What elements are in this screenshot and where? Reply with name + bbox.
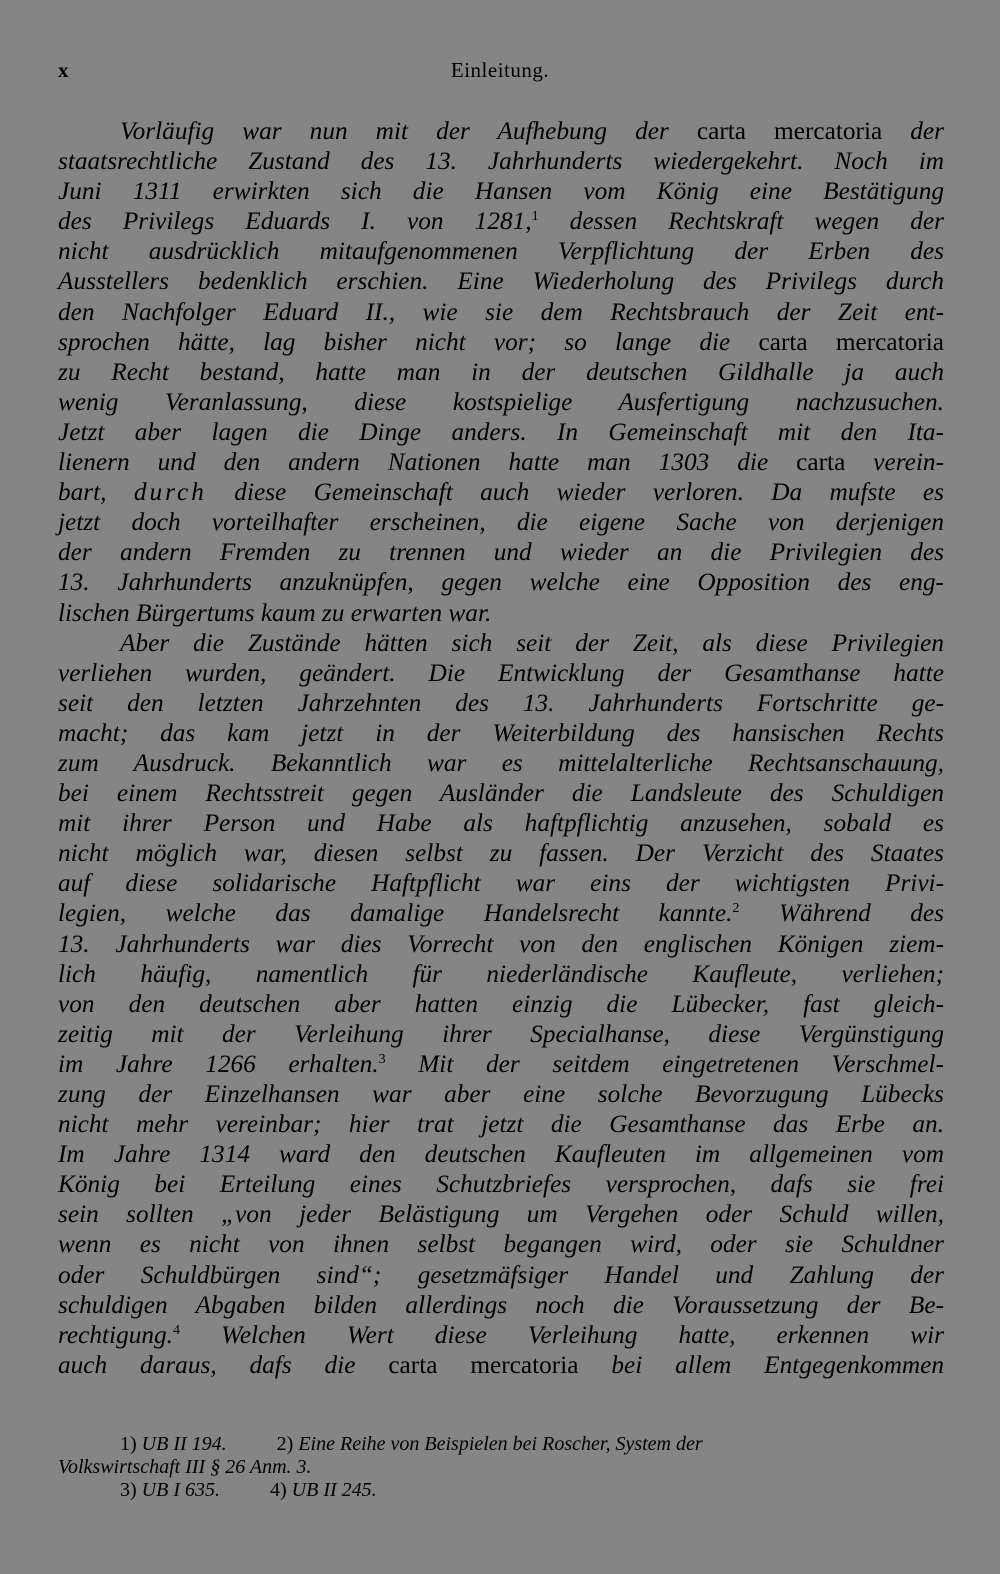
footnote-text: UB I 635. — [141, 1479, 220, 1501]
text-line: wenn es nicht von ihnen selbst begangen wird, oder sie Schuldner — [58, 1230, 944, 1259]
text-line: macht; das kam jetzt in der Weiterbildung des hansischen Rechts — [58, 718, 944, 747]
text-line: auf diese solidarische Haftpflicht war eins der wichtigsten Privi- — [58, 869, 944, 898]
text-line: oder Schuldbürgen sind“; gesetzmäfsiger Handel und Zahlung der — [58, 1260, 944, 1289]
text-line: bart, durch diese Gemeinschaft auch wieder verloren. Da mufste es — [58, 478, 944, 507]
text-line: sein sollten „von jeder Belästigung um Vergehen oder Schuld willen, — [58, 1200, 944, 1229]
footnote-text: UB II 194. — [141, 1433, 227, 1455]
footnote-ref: 3 — [378, 1051, 386, 1067]
footnote-number: 1) — [120, 1433, 137, 1455]
running-title: Einleitung. — [450, 58, 550, 82]
text-line: lienern und den andern Nationen hatte man 1303 die carta verein- — [58, 448, 945, 477]
text-line: lischen Bürgertums kaum zu erwarten war. — [58, 598, 492, 627]
text-line: bei einem Rechtsstreit gegen Ausländer die Landsleute des Schuldigen — [58, 779, 944, 808]
text-line: von den deutschen aber hatten einzig die Lübecker, fast gleich- — [58, 989, 944, 1018]
footnote-text: Eine Reihe von Beispielen bei Roscher, System der — [298, 1433, 703, 1455]
footnote-ref: 2 — [732, 901, 740, 917]
text-line: seit den letzten Jahrzehnten des 13. Jahrhunderts Fortschritte ge- — [58, 688, 944, 717]
text-line: lich häufig, namentlich für niederländische Kaufleute, verliehen; — [58, 959, 944, 988]
text-line: zu Recht bestand, hatte man in der deutschen Gildhalle ja auch — [58, 357, 944, 386]
text-line: Jetzt aber lagen die Dinge anders. In Gemeinschaft mit den Ita- — [58, 417, 944, 446]
text-line: des Privilegs Eduards I. von 1281,$^1$ dessen Rechtskraft wegen der — [58, 207, 944, 236]
text-line: zum Ausdruck. Bekanntlich war es mittelalterliche Rechtsanschauung, — [58, 748, 944, 777]
text-line: schuldigen Abgaben bilden allerdings noch die Voraussetzung der Be- — [58, 1290, 944, 1319]
text-line: legien, welche das damalige Handelsrecht kannte.$^2$ Während des — [58, 899, 945, 928]
text-line: nicht möglich war, diesen selbst zu fassen. Der Verzicht des Staates — [58, 839, 944, 868]
footnote-number: 2) — [276, 1433, 294, 1455]
text-line: jetzt doch vorteilhafter erscheinen, die eigene Sache von derjenigen — [58, 508, 944, 537]
text-line: Im Jahre 1314 ward den deutschen Kaufleuten im allgemeinen vom — [58, 1140, 944, 1169]
text-line: mit ihrer Person und Habe als haftpflichtig anzusehen, sobald es — [58, 809, 944, 838]
text-line: Ausstellers bedenklich erschien. Eine Wiederholung des Privilegs durch — [58, 267, 944, 296]
text-line: im Jahre 1266 erhalten.$^3$ Mit der seitdem eingetretenen Verschmel- — [58, 1049, 944, 1078]
paragraph-2 — [58, 628, 944, 1380]
text-line: staatsrechtliche Zustand des 13. Jahrhunderts wiedergekehrt. Noch im — [58, 147, 944, 176]
text-line: verliehen wurden, geändert. Die Entwicklung der Gesamthanse hatte — [58, 658, 944, 687]
footnote-number: 4) — [270, 1479, 287, 1501]
footnote-text: UB II 245. — [291, 1479, 377, 1501]
text-line: sprochen hätte, lag bisher nicht vor; so lange die carta mercatoria — [58, 327, 944, 356]
body-text — [58, 116, 944, 1380]
footnote-ref: 1 — [531, 209, 539, 225]
footnote-ref: 4 — [173, 1322, 180, 1338]
text-line: 13. Jahrhunderts anzuknüpfen, gegen welche eine Opposition des eng- — [58, 568, 944, 597]
text-line: den Nachfolger Eduard II., wie sie dem Rechtsbrauch der Zeit ent- — [58, 297, 944, 326]
text-line: Aber die Zustände hätten sich seit der Zeit, als diese Privilegien — [120, 628, 944, 657]
footnotes — [58, 1433, 944, 1502]
text-line: nicht mehr vereinbar; hier trat jetzt die Gesamthanse das Erbe an. — [58, 1110, 944, 1139]
text-line: 13. Jahrhunderts war dies Vorrecht von den englischen Königen ziem- — [58, 929, 944, 958]
footnote-line — [58, 1433, 944, 1456]
footnote-line — [58, 1479, 944, 1502]
text-line: der andern Fremden zu trennen und wieder an die Privilegien des — [58, 538, 944, 567]
footnote-line: Volkswirtschaft III § 26 Anm. 3. — [58, 1456, 312, 1478]
footnote-number: 3) — [120, 1479, 137, 1501]
text-line: Juni 1311 erwirkten sich die Hansen vom König eine Bestätigung — [58, 177, 944, 206]
text-line: nicht ausdrücklich mitaufgenommenen Verpflichtung der Erben des — [58, 237, 944, 266]
text-line: zeitig mit der Verleihung ihrer Specialhanse, diese Vergünstigung — [58, 1019, 944, 1048]
text-line: rechtigung.$^4$ Welchen Wert diese Verleihung hatte, erkennen wir — [58, 1320, 944, 1349]
page-number: x — [58, 58, 70, 82]
paragraph-1 — [58, 116, 944, 628]
text-line: König bei Erteilung eines Schutzbriefes versprochen, dafs sie frei — [58, 1170, 944, 1199]
text-line: auch daraus, dafs die carta mercatoria bei allem Entgegenkommen — [58, 1350, 945, 1379]
text-line: Vorläufig war nun mit der Aufhebung der carta mercatoria der — [120, 117, 944, 145]
page-header — [58, 58, 942, 88]
text-line: wenig Veranlassung, diese kostspielige Ausfertigung nachzusuchen. — [58, 387, 944, 416]
text-line: zung der Einzelhansen war aber eine solche Bevorzugung Lübecks — [58, 1080, 944, 1108]
